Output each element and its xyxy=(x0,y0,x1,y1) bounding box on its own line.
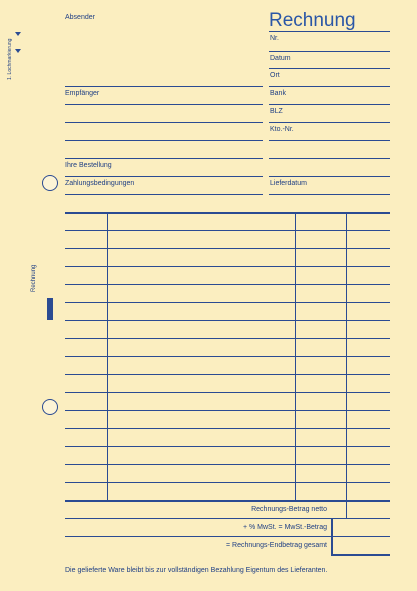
bank-line xyxy=(269,104,390,105)
bank-label: Bank xyxy=(270,90,286,97)
account-line xyxy=(269,140,390,141)
delivery-date-label: Lieferdatum xyxy=(270,180,307,187)
table-row xyxy=(65,356,390,357)
sender-label: Absender xyxy=(65,14,95,21)
bank-top-line xyxy=(269,86,390,87)
order-label: Ihre Bestellung xyxy=(65,162,112,169)
payment-terms-label: Zahlungsbedingungen xyxy=(65,180,135,187)
recipient-label: Empfänger xyxy=(65,90,100,97)
brand-logo: Zweckform xyxy=(47,298,53,320)
recipient-line-2 xyxy=(65,122,263,123)
table-row xyxy=(65,284,390,285)
table-row xyxy=(65,410,390,411)
punch-hole-icon xyxy=(42,399,58,415)
blz-line xyxy=(269,122,390,123)
table-row xyxy=(65,446,390,447)
table-row xyxy=(65,392,390,393)
blz-label: BLZ xyxy=(270,108,283,115)
extra-line xyxy=(269,158,390,159)
table-row xyxy=(65,320,390,321)
recipient-line-3 xyxy=(65,140,263,141)
date-label: Datum xyxy=(270,55,291,62)
table-column-divider xyxy=(107,213,108,501)
totals-line xyxy=(65,536,390,537)
table-row xyxy=(65,230,390,231)
form-title: Rechnung xyxy=(269,10,356,31)
place-label: Ort xyxy=(270,72,280,79)
number-line xyxy=(269,31,390,32)
recipient-line-4 xyxy=(65,158,263,159)
recipient-line-1 xyxy=(65,104,263,105)
payment-terms-line xyxy=(65,194,263,195)
fold-marker-icon xyxy=(15,49,21,53)
table-row xyxy=(65,266,390,267)
sender-line xyxy=(65,86,263,87)
delivery-top-line xyxy=(269,176,390,177)
totals-line xyxy=(65,518,390,519)
account-label: Kto.-Nr. xyxy=(270,126,294,133)
table-row xyxy=(65,482,390,483)
date-line xyxy=(269,51,390,52)
table-column-divider xyxy=(295,213,296,501)
table-row xyxy=(65,374,390,375)
delivery-line xyxy=(269,194,390,195)
table-top-border xyxy=(65,212,390,214)
table-row xyxy=(65,464,390,465)
table-bottom-border xyxy=(65,500,390,502)
order-line xyxy=(65,176,263,177)
side-label: Rechnung xyxy=(31,264,37,292)
table-column-divider xyxy=(346,213,347,501)
margin-note: 1. Lochmarkierung xyxy=(7,38,13,80)
table-row xyxy=(65,428,390,429)
table-row xyxy=(65,338,390,339)
punch-hole-icon xyxy=(42,175,58,191)
totals-divider xyxy=(346,502,347,518)
totals-divider xyxy=(331,518,333,555)
table-row xyxy=(65,248,390,249)
retention-of-title-note: Die gelieferte Ware bleibt bis zur vollständigen Bezahlung Eigentum des Lieferanten. xyxy=(65,567,328,574)
net-amount-label: Rechnungs-Betrag netto xyxy=(251,506,327,513)
totals-final-line xyxy=(331,554,390,556)
number-label: Nr. xyxy=(270,35,279,42)
gross-amount-label: = Rechnungs-Endbetrag gesamt xyxy=(226,542,327,549)
table-row xyxy=(65,302,390,303)
vat-label: + % MwSt. = MwSt.-Betrag xyxy=(242,524,327,531)
fold-marker-icon xyxy=(15,32,21,36)
place-line xyxy=(269,68,390,69)
